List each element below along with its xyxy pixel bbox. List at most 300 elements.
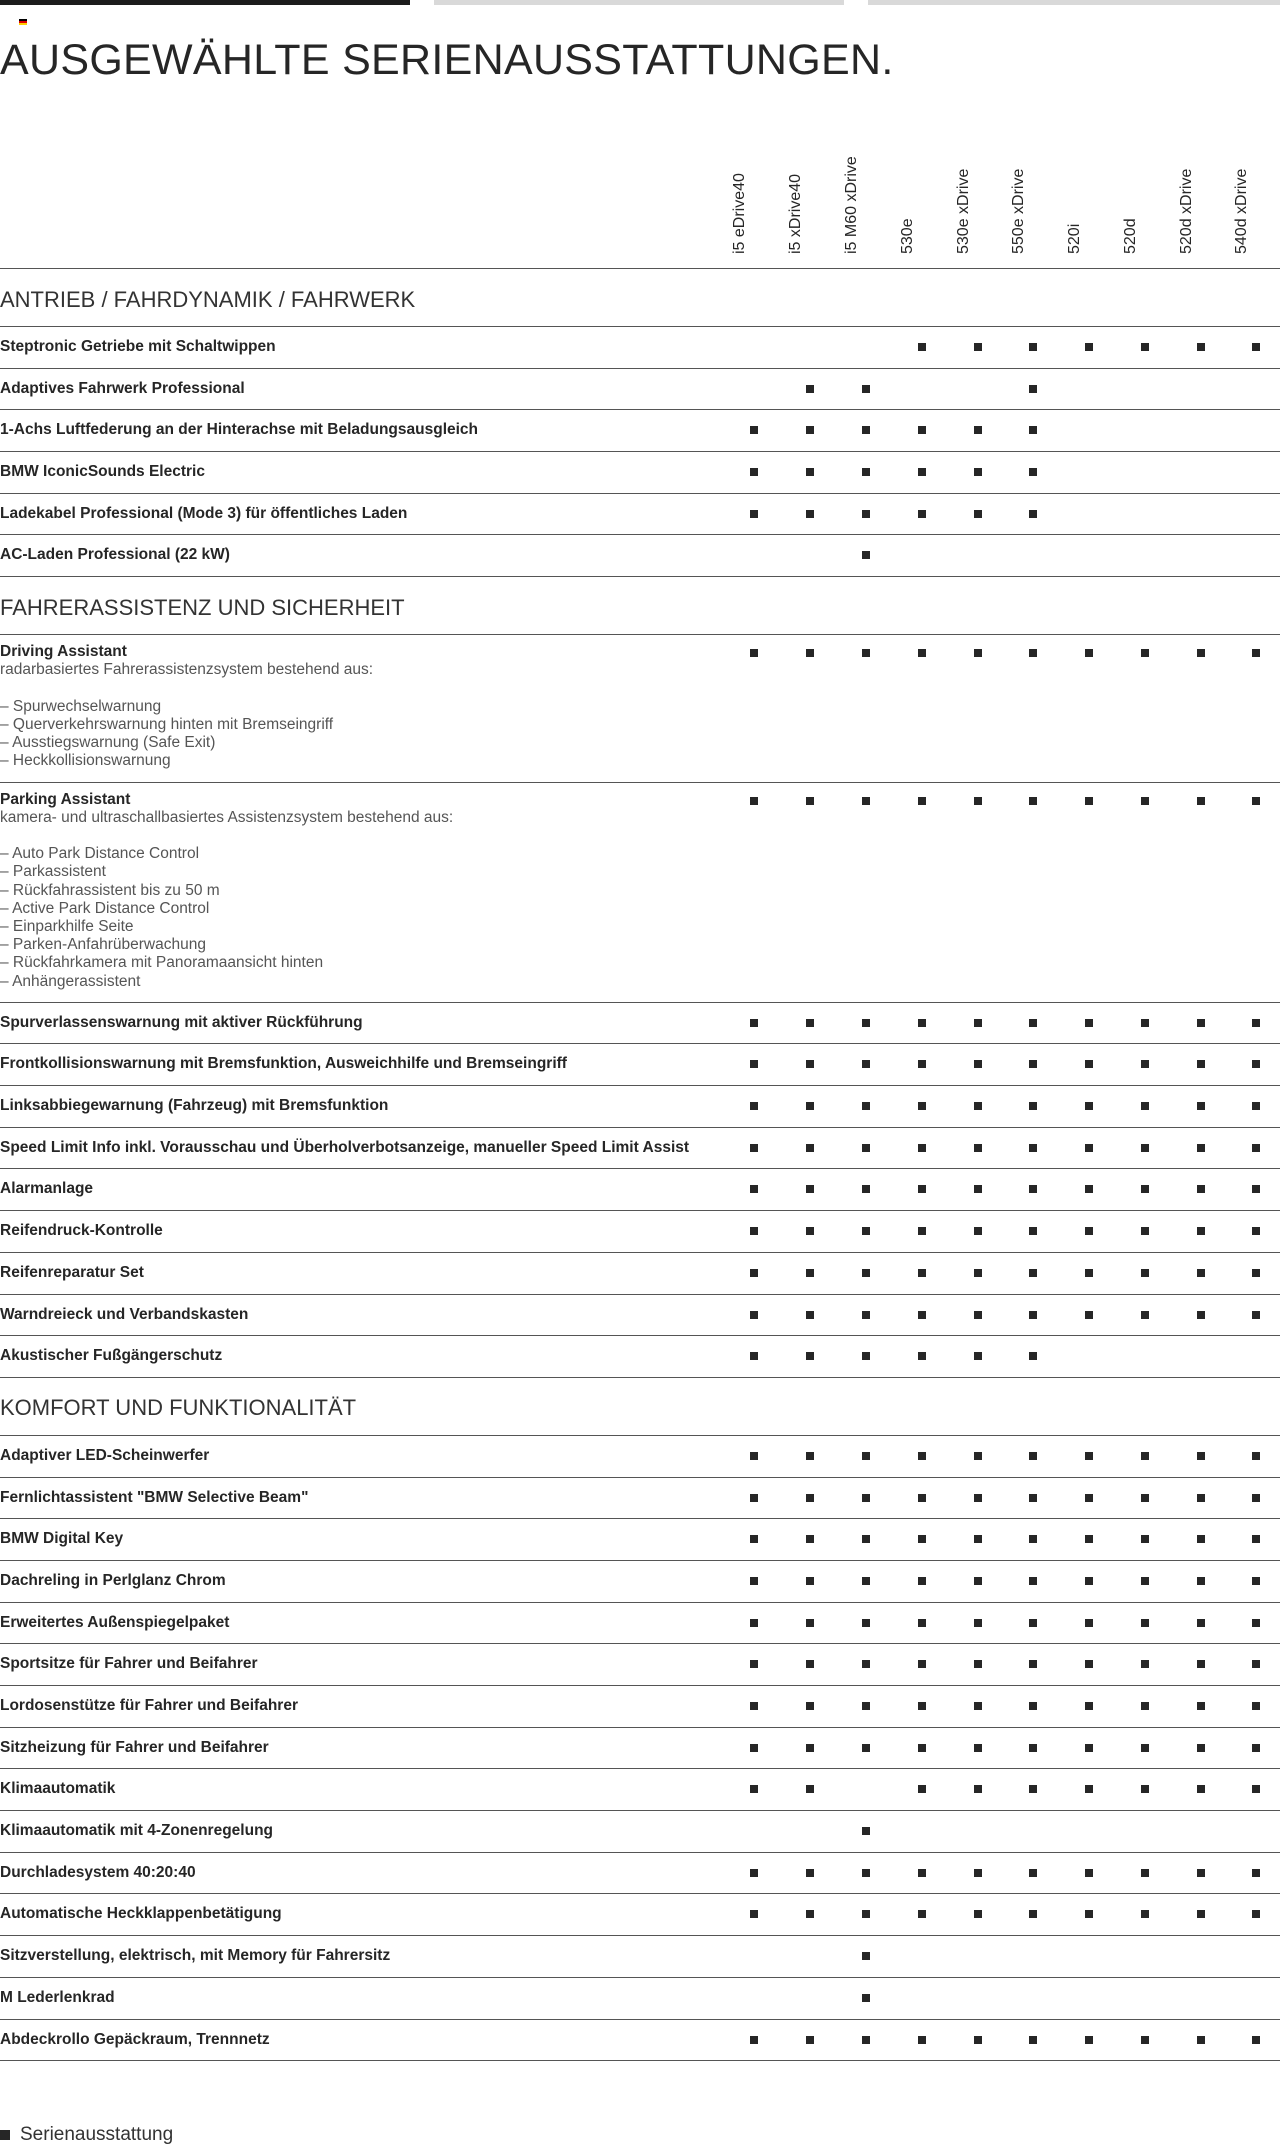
- column-header: [1066, 134, 1099, 254]
- row-description-item: – Rückfahrassistent bis zu 50 m: [0, 881, 220, 899]
- standard-equipment-marker: [862, 468, 870, 476]
- row-label: [0, 380, 740, 398]
- standard-equipment-marker: [1197, 1060, 1205, 1068]
- standard-equipment-marker: [1252, 1577, 1260, 1585]
- table-row: [0, 535, 1280, 577]
- standard-equipment-marker: [1085, 797, 1093, 805]
- row-description-item: – Parkassistent: [0, 863, 106, 881]
- table-row: [0, 410, 1280, 452]
- row-label: [0, 1222, 740, 1240]
- legend: [0, 2124, 173, 2146]
- standard-equipment-marker: [1252, 1785, 1260, 1793]
- standard-equipment-marker: [1085, 1619, 1093, 1627]
- standard-equipment-marker: [1252, 343, 1260, 351]
- standard-equipment-marker: [862, 2036, 870, 2044]
- standard-equipment-marker: [1252, 1019, 1260, 1027]
- standard-equipment-marker: [974, 2036, 982, 2044]
- standard-equipment-marker: [1085, 1702, 1093, 1710]
- standard-equipment-marker: [1085, 1535, 1093, 1543]
- row-label: [0, 1864, 740, 1882]
- standard-equipment-marker: [862, 1577, 870, 1585]
- standard-equipment-marker: [1141, 1535, 1149, 1543]
- row-description-item: – Auto Park Distance Control: [0, 845, 200, 863]
- row-title: Reifenreparatur Set: [0, 1263, 144, 1281]
- standard-equipment-marker: [918, 343, 926, 351]
- row-description-item: – Active Park Distance Control: [0, 899, 210, 917]
- standard-equipment-marker: [1197, 1910, 1205, 1918]
- standard-equipment-marker: [1197, 1452, 1205, 1460]
- standard-equipment-marker: [862, 510, 870, 518]
- standard-equipment-marker: [1197, 1744, 1205, 1752]
- standard-equipment-marker: [1029, 1660, 1037, 1668]
- standard-equipment-marker: [750, 1352, 758, 1360]
- standard-equipment-marker: [1252, 1869, 1260, 1877]
- story-progress-bar: [0, 0, 1280, 5]
- standard-equipment-marker: [974, 1660, 982, 1668]
- row-title: Durchladesystem 40:20:40: [0, 1863, 196, 1881]
- standard-equipment-marker: [750, 1619, 758, 1627]
- standard-equipment-marker: [806, 1869, 814, 1877]
- row-title: M Lederlenkrad: [0, 1988, 115, 2006]
- standard-equipment-marker: [750, 1102, 758, 1110]
- row-title: Speed Limit Info inkl. Vorausschau und Überholverbotsanzeige, manueller Speed Limit Assist: [0, 1138, 690, 1156]
- row-description-item: – Ausstiegswarnung (Safe Exit): [0, 734, 216, 752]
- row-label: [0, 1180, 740, 1198]
- row-title: Parking Assistant: [0, 790, 131, 808]
- standard-equipment-marker: [1085, 1019, 1093, 1027]
- progress-segment-1[interactable]: [0, 0, 410, 5]
- standard-equipment-marker: [1029, 1577, 1037, 1585]
- standard-equipment-marker: [1141, 1227, 1149, 1235]
- row-title: Dachreling in Perlglanz Chrom: [0, 1571, 226, 1589]
- row-description-item: – Rückfahrkamera mit Panoramaansicht hinten: [0, 954, 324, 972]
- standard-equipment-marker: [806, 1535, 814, 1543]
- table-body: [0, 269, 1280, 2061]
- column-header: [787, 134, 820, 254]
- standard-equipment-marker: [806, 1494, 814, 1502]
- standard-equipment-marker: [974, 468, 982, 476]
- standard-equipment-marker: [862, 1952, 870, 1960]
- standard-equipment-marker: [750, 797, 758, 805]
- standard-equipment-marker: [750, 1185, 758, 1193]
- standard-equipment-marker: [974, 1352, 982, 1360]
- standard-equipment-marker: [918, 468, 926, 476]
- standard-equipment-marker: [1085, 1452, 1093, 1460]
- table-row: [0, 1644, 1280, 1686]
- standard-equipment-marker: [862, 1535, 870, 1543]
- standard-equipment-marker: [1141, 1619, 1149, 1627]
- standard-equipment-marker: [862, 1827, 870, 1835]
- row-description-item: – Spurwechselwarnung: [0, 697, 162, 715]
- standard-equipment-marker: [974, 1144, 982, 1152]
- row-description-item: – Heckkollisionswarnung: [0, 752, 171, 770]
- table-row: [0, 1936, 1280, 1978]
- standard-equipment-marker: [1197, 649, 1205, 657]
- standard-equipment-marker: [750, 1577, 758, 1585]
- standard-equipment-marker: [1029, 649, 1037, 657]
- row-label: [0, 1989, 740, 2007]
- standard-equipment-marker: [750, 510, 758, 518]
- column-header-label: i5 eDrive40: [731, 173, 748, 254]
- standard-equipment-marker: [918, 1785, 926, 1793]
- standard-equipment-marker: [862, 1660, 870, 1668]
- standard-equipment-marker: [750, 426, 758, 434]
- row-label: [0, 1139, 740, 1157]
- standard-equipment-marker: [862, 1994, 870, 2002]
- standard-equipment-marker: [1029, 343, 1037, 351]
- table-row: [0, 1044, 1280, 1086]
- standard-equipment-marker: [1197, 797, 1205, 805]
- standard-equipment-marker: [1197, 1019, 1205, 1027]
- standard-equipment-marker: [1197, 1102, 1205, 1110]
- row-label: [0, 1014, 740, 1032]
- section-heading: ANTRIEB / FAHRDYNAMIK / FAHRWERK: [0, 269, 1280, 327]
- standard-equipment-marker: [1252, 1535, 1260, 1543]
- row-title: 1-Achs Luftfederung an der Hinterachse mit Beladungsausgleich: [0, 421, 479, 439]
- row-title: Adaptiver LED-Scheinwerfer: [0, 1446, 210, 1464]
- standard-equipment-marker: [750, 649, 758, 657]
- standard-equipment-marker: [1141, 1019, 1149, 1027]
- standard-equipment-marker: [1141, 1269, 1149, 1277]
- table-row: [0, 1211, 1280, 1253]
- standard-equipment-marker: [974, 1269, 982, 1277]
- standard-equipment-marker: [1085, 1660, 1093, 1668]
- standard-equipment-marker: [1197, 1577, 1205, 1585]
- standard-equipment-marker: [1197, 1227, 1205, 1235]
- column-header-label: 540d xDrive: [1233, 168, 1250, 254]
- standard-equipment-marker: [918, 1352, 926, 1360]
- standard-equipment-marker: [806, 1910, 814, 1918]
- standard-equipment-marker: [1141, 1660, 1149, 1668]
- standard-equipment-marker: [974, 1619, 982, 1627]
- standard-equipment-marker: [750, 1494, 758, 1502]
- standard-equipment-marker: [806, 1352, 814, 1360]
- standard-equipment-marker: [974, 797, 982, 805]
- standard-equipment-marker: [862, 1352, 870, 1360]
- standard-equipment-marker: [974, 1019, 982, 1027]
- standard-equipment-marker: [806, 468, 814, 476]
- standard-equipment-marker: [1029, 510, 1037, 518]
- standard-equipment-marker: [1029, 1144, 1037, 1152]
- column-header: [899, 134, 932, 254]
- standard-equipment-marker: [1029, 1452, 1037, 1460]
- standard-equipment-marker: [862, 1185, 870, 1193]
- standard-equipment-marker: [1085, 1185, 1093, 1193]
- standard-equipment-marker: [1141, 1744, 1149, 1752]
- table-row: [0, 1478, 1280, 1520]
- standard-equipment-marker: [918, 2036, 926, 2044]
- standard-equipment-marker: [806, 1227, 814, 1235]
- standard-equipment-marker: [918, 1494, 926, 1502]
- table-row: [0, 1295, 1280, 1337]
- standard-equipment-marker: [862, 1269, 870, 1277]
- table-row: [0, 1086, 1280, 1128]
- standard-equipment-marker: [1252, 1269, 1260, 1277]
- row-title: Lordosenstütze für Fahrer und Beifahrer: [0, 1697, 298, 1715]
- standard-equipment-marker: [974, 1785, 982, 1793]
- standard-equipment-marker: [1085, 343, 1093, 351]
- standard-equipment-marker: [1252, 1311, 1260, 1319]
- table-row: [0, 1853, 1280, 1895]
- standard-equipment-marker: [1252, 1452, 1260, 1460]
- row-title: Alarmanlage: [0, 1180, 94, 1198]
- table-row: [0, 452, 1280, 494]
- standard-equipment-marker: [862, 1311, 870, 1319]
- standard-equipment-marker: [1085, 1269, 1093, 1277]
- standard-equipment-marker: [862, 1060, 870, 1068]
- standard-equipment-marker: [974, 1185, 982, 1193]
- row-title: Linksabbiegewarnung (Fahrzeug) mit Bremsfunktion: [0, 1097, 389, 1115]
- section-heading: FAHRERASSISTENZ UND SICHERHEIT: [0, 577, 1280, 635]
- table-row: [0, 1128, 1280, 1170]
- standard-equipment-marker: [806, 1744, 814, 1752]
- table-row: [0, 1978, 1280, 2020]
- row-title: Sportsitze für Fahrer und Beifahrer: [0, 1655, 258, 1673]
- row-description: [0, 661, 740, 770]
- standard-equipment-marker: [1085, 1227, 1093, 1235]
- standard-equipment-marker: [1029, 1494, 1037, 1502]
- standard-equipment-marker: [806, 385, 814, 393]
- row-description-item: – Anhängerassistent: [0, 972, 141, 990]
- standard-equipment-marker: [1029, 1744, 1037, 1752]
- table-row: [0, 1603, 1280, 1645]
- standard-equipment-marker: [918, 797, 926, 805]
- standard-equipment-marker: [974, 343, 982, 351]
- standard-equipment-marker: [1252, 1185, 1260, 1193]
- standard-equipment-marker: [1029, 1910, 1037, 1918]
- row-label: [0, 463, 740, 481]
- row-label: [0, 1447, 740, 1465]
- standard-equipment-marker: [1029, 426, 1037, 434]
- row-label: [0, 1489, 740, 1507]
- table-row: [0, 1811, 1280, 1853]
- standard-equipment-marker: [918, 1102, 926, 1110]
- column-header: [843, 134, 876, 254]
- standard-equipment-marker: [862, 1494, 870, 1502]
- standard-equipment-marker: [750, 1535, 758, 1543]
- row-description-item: – Parken-Anfahrüberwachung: [0, 936, 206, 954]
- standard-equipment-marker: [974, 1227, 982, 1235]
- standard-equipment-marker: [1029, 797, 1037, 805]
- progress-segment-3[interactable]: [868, 0, 1280, 5]
- standard-equipment-marker: [974, 1910, 982, 1918]
- standard-equipment-marker: [1029, 1060, 1037, 1068]
- table-row: [0, 1003, 1280, 1045]
- row-title: Sitzverstellung, elektrisch, mit Memory für Fahrersitz: [0, 1947, 391, 1965]
- standard-equipment-marker: [806, 1702, 814, 1710]
- row-title: Spurverlassenswarnung mit aktiver Rückführung: [0, 1013, 363, 1031]
- standard-equipment-marker: [750, 2036, 758, 2044]
- standard-equipment-marker: [1141, 1185, 1149, 1193]
- standard-equipment-marker: [918, 1535, 926, 1543]
- row-label: [0, 643, 740, 770]
- column-header: [1010, 134, 1043, 254]
- row-label: [0, 338, 740, 356]
- standard-equipment-marker: [1141, 1452, 1149, 1460]
- standard-equipment-marker: [918, 649, 926, 657]
- table-row: [0, 1686, 1280, 1728]
- standard-equipment-marker: [1197, 1619, 1205, 1627]
- standard-equipment-marker: [1085, 1577, 1093, 1585]
- standard-equipment-marker: [806, 1785, 814, 1793]
- standard-equipment-marker: [974, 1102, 982, 1110]
- standard-equipment-marker: [974, 1311, 982, 1319]
- standard-equipment-marker: [806, 1269, 814, 1277]
- standard-equipment-marker: [1085, 1060, 1093, 1068]
- standard-equipment-marker: [918, 1452, 926, 1460]
- row-label: [0, 505, 740, 523]
- standard-equipment-marker: [750, 1019, 758, 1027]
- row-title: Automatische Heckklappenbetätigung: [0, 1905, 282, 1923]
- standard-equipment-marker: [1029, 1869, 1037, 1877]
- standard-equipment-marker: [918, 1311, 926, 1319]
- table-row: [0, 635, 1280, 782]
- standard-equipment-marker: [1252, 797, 1260, 805]
- standard-equipment-marker: [918, 1144, 926, 1152]
- standard-equipment-marker-icon: [0, 2130, 10, 2140]
- standard-equipment-marker: [750, 1702, 758, 1710]
- standard-equipment-marker: [806, 2036, 814, 2044]
- standard-equipment-marker: [1029, 1269, 1037, 1277]
- table-row: [0, 1169, 1280, 1211]
- standard-equipment-marker: [806, 1144, 814, 1152]
- table-row: [0, 1728, 1280, 1770]
- column-header: [1178, 134, 1211, 254]
- standard-equipment-marker: [1197, 343, 1205, 351]
- standard-equipment-marker: [1252, 1744, 1260, 1752]
- standard-equipment-marker: [1085, 1910, 1093, 1918]
- standard-equipment-marker: [1141, 797, 1149, 805]
- standard-equipment-marker: [750, 1785, 758, 1793]
- standard-equipment-marker: [1141, 2036, 1149, 2044]
- standard-equipment-marker: [1141, 1577, 1149, 1585]
- standard-equipment-marker: [1197, 1869, 1205, 1877]
- standard-equipment-marker: [918, 1869, 926, 1877]
- row-label: [0, 1097, 740, 1115]
- row-label: [0, 791, 740, 991]
- progress-segment-2[interactable]: [434, 0, 844, 5]
- standard-equipment-marker: [1252, 1619, 1260, 1627]
- standard-equipment-marker: [1252, 1060, 1260, 1068]
- standard-equipment-marker: [862, 1619, 870, 1627]
- row-title: Erweitertes Außenspiegelpaket: [0, 1613, 230, 1631]
- standard-equipment-marker: [806, 1311, 814, 1319]
- standard-equipment-marker: [862, 385, 870, 393]
- standard-equipment-marker: [806, 1185, 814, 1193]
- standard-equipment-marker: [1141, 649, 1149, 657]
- standard-equipment-marker: [862, 1744, 870, 1752]
- standard-equipment-marker: [1141, 1785, 1149, 1793]
- row-label: [0, 1655, 740, 1673]
- standard-equipment-marker: [750, 1869, 758, 1877]
- standard-equipment-marker: [1029, 1227, 1037, 1235]
- column-header: [1233, 134, 1266, 254]
- standard-equipment-marker: [862, 1910, 870, 1918]
- standard-equipment-marker: [1085, 1744, 1093, 1752]
- row-label: [0, 2031, 740, 2049]
- standard-equipment-marker: [918, 1060, 926, 1068]
- row-title: Warndreieck und Verbandskasten: [0, 1305, 249, 1323]
- standard-equipment-marker: [750, 468, 758, 476]
- row-title: Driving Assistant: [0, 643, 127, 661]
- row-description-intro: kamera- und ultraschallbasiertes Assistenzsystem bestehend aus:: [0, 808, 454, 826]
- standard-equipment-marker: [862, 426, 870, 434]
- standard-equipment-marker: [1085, 649, 1093, 657]
- standard-equipment-marker: [750, 1744, 758, 1752]
- standard-equipment-marker: [1252, 1702, 1260, 1710]
- table-row: [0, 494, 1280, 536]
- standard-equipment-marker: [1252, 1494, 1260, 1502]
- standard-equipment-marker: [1085, 2036, 1093, 2044]
- standard-equipment-marker: [918, 1910, 926, 1918]
- standard-equipment-marker: [974, 1702, 982, 1710]
- standard-equipment-marker: [1252, 1910, 1260, 1918]
- standard-equipment-marker: [750, 1452, 758, 1460]
- row-title: Ladekabel Professional (Mode 3) für öffentliches Laden: [0, 504, 408, 522]
- table-row: [0, 2020, 1280, 2062]
- standard-equipment-marker: [974, 1494, 982, 1502]
- row-label: [0, 1822, 740, 1840]
- standard-equipment-marker: [1029, 1619, 1037, 1627]
- standard-equipment-marker: [1252, 1660, 1260, 1668]
- standard-equipment-marker: [1029, 1785, 1037, 1793]
- standard-equipment-marker: [1197, 1702, 1205, 1710]
- standard-equipment-marker: [1197, 1144, 1205, 1152]
- section-heading: KOMFORT UND FUNKTIONALITÄT: [0, 1378, 1280, 1436]
- row-title: Klimaautomatik: [0, 1780, 116, 1798]
- row-label: [0, 1614, 740, 1632]
- row-label: [0, 1572, 740, 1590]
- row-description: [0, 809, 740, 991]
- row-description-item: – Querverkehrswarnung hinten mit Bremseingriff: [0, 715, 334, 733]
- standard-equipment-marker: [806, 1060, 814, 1068]
- standard-equipment-marker: [1141, 1869, 1149, 1877]
- row-description-intro: radarbasiertes Fahrerassistenzsystem bestehend aus:: [0, 661, 374, 679]
- spacer: [0, 827, 740, 845]
- standard-equipment-marker: [1252, 1102, 1260, 1110]
- standard-equipment-marker: [1197, 1311, 1205, 1319]
- standard-equipment-marker: [750, 1311, 758, 1319]
- row-label: [0, 1905, 740, 1923]
- standard-equipment-marker: [806, 426, 814, 434]
- standard-equipment-marker: [806, 797, 814, 805]
- german-flag-icon: [19, 19, 27, 25]
- standard-equipment-marker: [918, 1744, 926, 1752]
- standard-equipment-marker: [974, 1869, 982, 1877]
- standard-equipment-marker: [750, 1144, 758, 1152]
- standard-equipment-marker: [750, 1269, 758, 1277]
- standard-equipment-marker: [1197, 1494, 1205, 1502]
- standard-equipment-marker: [1085, 1869, 1093, 1877]
- standard-equipment-marker: [1141, 1311, 1149, 1319]
- standard-equipment-marker: [1197, 1185, 1205, 1193]
- table-row: [0, 327, 1280, 369]
- table-row: [0, 1253, 1280, 1295]
- standard-equipment-marker: [918, 426, 926, 434]
- row-title: Steptronic Getriebe mit Schaltwippen: [0, 338, 276, 355]
- table-row: [0, 369, 1280, 411]
- standard-equipment-marker: [1085, 1102, 1093, 1110]
- table-row: [0, 783, 1280, 1003]
- standard-equipment-marker: [1252, 649, 1260, 657]
- column-header-label: 520d: [1122, 218, 1139, 254]
- standard-equipment-marker: [1141, 1060, 1149, 1068]
- table-row: [0, 1894, 1280, 1936]
- row-title: Abdeckrollo Gepäckraum, Trennnetz: [0, 2030, 270, 2048]
- standard-equipment-marker: [1085, 1144, 1093, 1152]
- standard-equipment-marker: [1085, 1785, 1093, 1793]
- row-title: Fernlichtassistent "BMW Selective Beam": [0, 1488, 309, 1506]
